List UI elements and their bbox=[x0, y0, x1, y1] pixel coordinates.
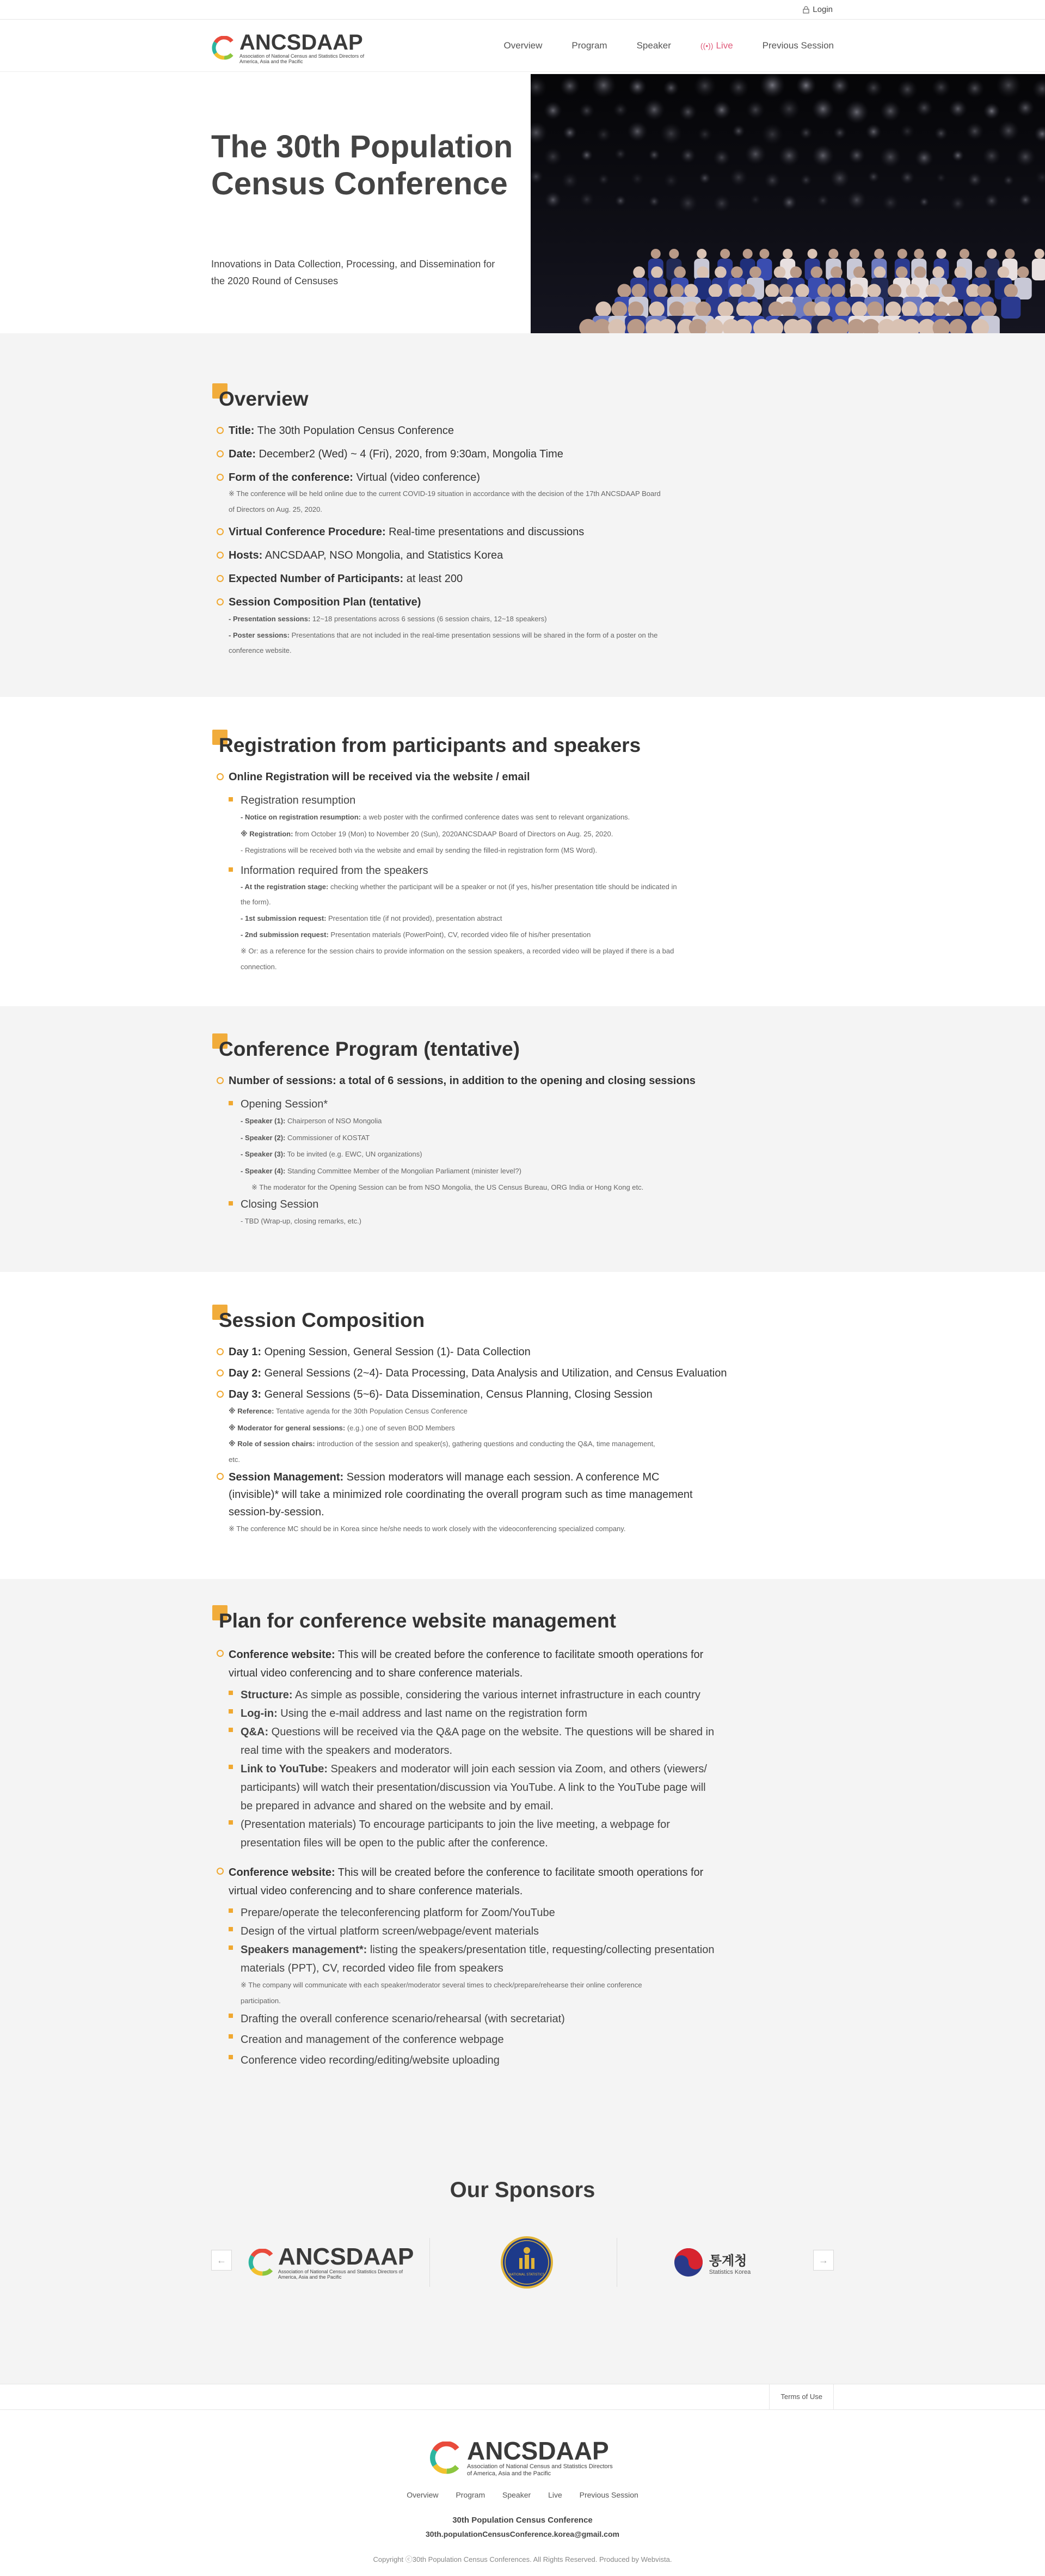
audience-head bbox=[975, 266, 987, 278]
sponsors-block bbox=[0, 2124, 1045, 2341]
audience-head bbox=[654, 284, 667, 297]
audience-head bbox=[649, 302, 665, 317]
audience-head bbox=[942, 284, 955, 297]
stage-light bbox=[563, 126, 577, 140]
audience-head bbox=[906, 284, 919, 297]
footer-nav-previous-session[interactable]: Previous Session bbox=[579, 2491, 638, 2499]
closing-note: - TBD (Wrap-up, closing remarks, etc.) bbox=[241, 1216, 362, 1225]
stage-light bbox=[919, 197, 930, 207]
stage-light bbox=[614, 148, 626, 160]
stage-light bbox=[544, 148, 562, 166]
audience-head bbox=[977, 284, 991, 297]
footer-nav-overview[interactable]: Overview bbox=[407, 2491, 439, 2499]
stage-light bbox=[679, 194, 698, 213]
stage-light bbox=[900, 170, 914, 185]
kostat-english-name: Statistics Korea bbox=[709, 2268, 751, 2275]
stage-light bbox=[952, 149, 964, 161]
audience-head bbox=[874, 266, 886, 278]
website-item-2: Conference website: This will be created before the conference to facilitate smooth operations for virtual video conferencing and to share conference materials. Prepare/operate the teleconferencing platform for Zoom/YouTube Design of the virtual platform screen/webpage/event materials Speakers management*: listing the speakers/presentation title, requesting/collecting presentation materials (PPT), CV, recorded video file from speakers ※ The company will communicate with each speaker/moderator several times to check/prepare/rehearse their online conference participation. Drafting the overall conference scenario/rehearsal (with secretariat) Creation and management of the conference webpage Conference video recording/editing/website uploading bbox=[217, 1863, 717, 2071]
stage-light bbox=[628, 77, 647, 96]
audience-body bbox=[1032, 259, 1045, 280]
stage-light bbox=[544, 101, 562, 120]
audience-head bbox=[867, 302, 883, 317]
audience-head bbox=[814, 302, 830, 317]
audience-head bbox=[669, 302, 685, 317]
audience-head bbox=[932, 266, 944, 278]
program-opening-item: Opening Session* - Speaker (1): Chairperson of NSO Mongolia - Speaker (2): Commissioner of KOSTAT - Speaker (3): To be invited (e.g. EWC, UN organizations) - Speaker (4): Standing Committee Member of the Mongolian Parliament (minister level?) ※ The moderator for the Opening Session can be from NSO Mongolia, the US Census Bureau, ORG India or Hong Kong etc. bbox=[229, 1096, 815, 1196]
stage-light bbox=[936, 173, 946, 183]
nav-overview[interactable]: Overview bbox=[503, 40, 543, 51]
stage-light bbox=[712, 101, 731, 119]
audience-head bbox=[684, 284, 698, 297]
task-design-platform: Design of the virtual platform screen/webpage/event materials bbox=[229, 1922, 717, 1941]
stage-light bbox=[865, 124, 881, 139]
lock-icon bbox=[803, 6, 809, 14]
stage-light bbox=[728, 77, 749, 98]
nso-mongolia-seal-icon bbox=[500, 2235, 554, 2290]
stage-light bbox=[983, 102, 1000, 119]
hero-banner bbox=[0, 74, 1045, 333]
audience-head bbox=[965, 302, 981, 317]
audience-head bbox=[832, 284, 845, 297]
stage-light bbox=[699, 172, 711, 184]
audience-photo bbox=[531, 74, 1045, 333]
stage-light bbox=[932, 78, 951, 97]
audience-body bbox=[1001, 297, 1021, 319]
session-mc-note: ※ The conference MC should be in Korea since he/she needs to work closely with the videoconferencing specialized company. bbox=[229, 1525, 626, 1533]
sponsor-nso-mongolia[interactable] bbox=[440, 2227, 614, 2298]
stage-light bbox=[561, 172, 579, 189]
stage-light bbox=[580, 192, 594, 207]
stage-light bbox=[849, 147, 865, 164]
resumption-registration: ※ Registration: from October 19 (Mon) to November 20 (Sun), 2020ANCSDAAP Board of Directors on Aug. 25, 2020. bbox=[241, 829, 613, 838]
audience-head bbox=[914, 249, 924, 259]
info-video-note: ※ Or: as a reference for the session chairs to provide information on the session speakers, a recorded video will be played if there is a bad connection. bbox=[241, 946, 674, 971]
program-sessions-item: Number of sessions: a total of 6 sessions, in addition to the opening and closing sessions Opening Session* - Speaker (1): Chairperson of NSO Mongolia - Speaker (2): Commissioner of KOSTAT - Speaker (3): To be invited (e.g. EWC, UN organizations) - Speaker (4): Standing Committee Member of the Mongolian Parliament (minister level?) ※ The moderator for the Opening Session can be from NSO Mongolia, the US Census Bureau, ORG India or Hong Kong etc. Closing Session - TBD (Wrap-up, closing remarks, etc.) bbox=[217, 1073, 815, 1229]
stage-light bbox=[847, 191, 866, 209]
audience-head bbox=[947, 302, 963, 317]
stage-light bbox=[1017, 99, 1035, 117]
stage-light bbox=[598, 174, 610, 186]
program-closing-item: Closing Session - TBD (Wrap-up, closing remarks, etc.) bbox=[229, 1196, 815, 1230]
stage-light bbox=[965, 79, 984, 98]
audience-head bbox=[888, 284, 901, 297]
stage-light bbox=[732, 125, 745, 138]
stage-light bbox=[778, 98, 800, 120]
audience-head bbox=[611, 302, 627, 317]
audience-head bbox=[595, 302, 611, 317]
stage-light bbox=[812, 145, 834, 167]
audience-head bbox=[1004, 284, 1018, 297]
audience-head bbox=[919, 302, 935, 317]
footer-nav-speaker[interactable]: Speaker bbox=[502, 2491, 531, 2499]
stage-light bbox=[800, 126, 813, 139]
hero-title: The 30th Population Census Conference bbox=[211, 129, 513, 202]
logo-wordmark: ANCSDAAP bbox=[239, 30, 363, 54]
overview-section bbox=[0, 333, 1045, 697]
day-3-item: Day 3: General Sessions (5~6)- Data Dissemination, Census Planning, Closing Session ※ Reference: Tentative agenda for the 30th Population Census Conference ※ Moderator for general sessions: (e.g.) one of seven BOD Members ※ Role of session chairs: introduction of the session and speaker(s), gathering questions and conducting the Q&A, time management, etc. bbox=[217, 1386, 815, 1467]
resumption-methods: - Registrations will be received both via the website and email by sending the filled-in registration form (MS Word). bbox=[241, 846, 598, 855]
stage-light bbox=[581, 149, 593, 161]
nav-program[interactable]: Program bbox=[571, 40, 607, 51]
composition-chairs-note: ※ Role of session chairs: introduction of the session and speaker(s), gathering questions and conducting the Q&A, time management, etc. bbox=[229, 1440, 655, 1464]
audience-head bbox=[811, 266, 823, 278]
main-nav bbox=[504, 40, 834, 51]
task-scenario-rehearsal: Drafting the overall conference scenario/rehearsal (with secretariat) bbox=[229, 2009, 717, 2029]
carousel-next-button[interactable] bbox=[813, 2250, 834, 2271]
stage-light bbox=[880, 101, 901, 121]
stage-light bbox=[596, 127, 611, 142]
stage-light bbox=[648, 149, 660, 161]
opening-moderator-note: ※ The moderator for the Opening Session can be from NSO Mongolia, the US Census Bureau, ORG India or Hong Kong etc. bbox=[251, 1183, 644, 1192]
stage-light bbox=[713, 149, 730, 166]
stage-light bbox=[729, 168, 747, 186]
audience-head bbox=[651, 266, 663, 278]
audience-head bbox=[633, 266, 645, 278]
speakers-management-note: ※ The company will communicate with each speaker/moderator several times to check/prepare/rehearse their online conference participation. bbox=[241, 1981, 642, 2005]
sponsor-ancsdaap-word: ANCSDAAP bbox=[278, 2243, 414, 2270]
audience-head bbox=[669, 249, 679, 259]
registration-online-item: Online Registration will be received via the website / email Registration resumption - Notice on registration resumption: a web poster with the confirmed conference dates was sent to relevant organizations. ※ Registration: from October 19 (Mon) to November 20 (Sun), 2020ANCSDAAP Board of Directors on Aug. 25, 2020. - Registrations will be received both via the website and email by sending the filled-in registration form (MS Word). Information required from the speakers - At the registration stage: checking whether the participant will be a speaker or not (if yes, his/her presentation title should be indicated in the form). - 1st submission request: Presentation title (if not provided), presentation abstract - 2nd submission request: Presentation materials (PowerPoint), CV, recorded video file of his/her presentation ※ Or: as a reference for the session chairs to provide information on the session speakers, a recorded video will be played if there is a bad connection. bbox=[217, 769, 815, 975]
carousel-prev-button[interactable] bbox=[211, 2250, 232, 2271]
audience-head bbox=[850, 284, 863, 297]
stage-light bbox=[750, 194, 761, 205]
audience-head bbox=[741, 284, 755, 297]
audience-head bbox=[674, 266, 686, 278]
audience-head bbox=[790, 266, 802, 278]
audience-head bbox=[632, 284, 646, 297]
stage-light bbox=[761, 124, 783, 145]
stage-light bbox=[935, 127, 948, 140]
audience-head bbox=[998, 266, 1010, 278]
stage-light bbox=[663, 79, 679, 96]
stage-light bbox=[880, 146, 901, 168]
stage-light bbox=[845, 100, 869, 124]
audience-head bbox=[835, 302, 851, 317]
stage-light bbox=[915, 149, 933, 167]
audience-head bbox=[933, 302, 949, 317]
audience-head bbox=[795, 284, 809, 297]
audience-head bbox=[914, 266, 926, 278]
audience-head bbox=[651, 249, 661, 259]
resumption-notice: - Notice on registration resumption: a web poster with the confirmed conference dates was sent to relevant organizations. bbox=[241, 813, 630, 821]
composition-reference-note: ※ Reference: Tentative agenda for the 30th Population Census Conference bbox=[229, 1407, 468, 1415]
footer-nav-live[interactable]: Live bbox=[548, 2491, 562, 2499]
audience-head bbox=[696, 302, 711, 317]
audience-head bbox=[926, 284, 939, 297]
stage-light bbox=[800, 174, 812, 186]
stage-light bbox=[745, 144, 766, 165]
overview-sessions-note: - Presentation sessions: 12~18 presentations across 6 sessions (6 session chairs, 12~18 speakers) bbox=[229, 615, 547, 623]
audience-head bbox=[715, 266, 727, 278]
stage-light bbox=[967, 172, 982, 187]
stage-light bbox=[613, 102, 628, 117]
session-management-item: Session Management: Session moderators will manage each session. A conference MC (invisible)* will take a minimized role coordinating the overall program such as time management session-by-session. ※ The conference MC should be in Korea since he/she needs to work closely with the videoconferencing specialized company. bbox=[217, 1468, 706, 1538]
stage-light bbox=[882, 194, 899, 211]
audience-head bbox=[960, 249, 969, 259]
terms-of-use-link[interactable]: Terms of Use bbox=[769, 2384, 834, 2409]
stage-light bbox=[660, 123, 683, 145]
stage-light bbox=[898, 79, 918, 99]
website-section bbox=[0, 1579, 1045, 2384]
nav-speaker[interactable]: Speaker bbox=[636, 40, 671, 51]
nav-live[interactable] bbox=[700, 40, 733, 51]
footer-logo-word: ANCSDAAP bbox=[467, 2437, 609, 2465]
stage-light bbox=[782, 195, 797, 210]
audience-head bbox=[831, 266, 843, 278]
nav-live-label: Live bbox=[716, 40, 733, 51]
stage-light bbox=[830, 76, 850, 95]
logo-c-icon bbox=[211, 36, 235, 60]
stage-light bbox=[864, 79, 883, 97]
composition-moderator-note: ※ Moderator for general sessions: (e.g.) one of seven BOD Members bbox=[229, 1423, 455, 1432]
footer-copyright: Copyright ⓒ30th Population Census Conferences. All Rights Reserved. Produced by Webvista. bbox=[373, 2555, 672, 2563]
audience-head bbox=[729, 284, 743, 297]
stage-light bbox=[812, 98, 834, 120]
login-label: Login bbox=[813, 5, 833, 14]
hero-subtitle: Innovations in Data Collection, Processing, and Dissemination for the 2020 Round of Censuses bbox=[211, 259, 495, 286]
footer-email[interactable]: 30th.populationCensusConference.korea@gmail.com bbox=[426, 2530, 619, 2538]
stage-light bbox=[833, 126, 846, 139]
audience-head bbox=[867, 284, 881, 297]
speaker-1: - Speaker (1): Chairperson of NSO Mongolia bbox=[241, 1117, 382, 1125]
stage-light bbox=[1003, 175, 1014, 186]
stage-light bbox=[779, 145, 800, 167]
stage-light bbox=[545, 192, 562, 209]
overview-hosts-item: Hosts: ANCSDAAP, NSO Mongolia, and Statistics Korea bbox=[217, 547, 815, 564]
audience-head bbox=[828, 249, 838, 259]
audience-head bbox=[697, 249, 706, 259]
footer-logo[interactable] bbox=[429, 2438, 614, 2477]
sponsor-divider bbox=[429, 2238, 430, 2287]
footer-bar bbox=[0, 2384, 1045, 2410]
audience-head bbox=[898, 249, 907, 259]
stage-light bbox=[1019, 193, 1032, 206]
registration-section bbox=[0, 697, 1045, 1006]
audience-head bbox=[817, 284, 831, 297]
audience-head bbox=[886, 302, 901, 317]
audience-head bbox=[853, 266, 865, 278]
stage-light bbox=[982, 147, 1001, 166]
audience-body bbox=[984, 259, 999, 280]
footer-nav bbox=[0, 2491, 1045, 2499]
audience-head bbox=[851, 302, 867, 317]
audience-head bbox=[955, 266, 967, 278]
audience-head bbox=[628, 302, 644, 317]
audience-head bbox=[718, 302, 734, 317]
overview-session-plan-item: Session Composition Plan (tentative) - Presentation sessions: 12~18 presentations across 6 sessions (6 session chairs, 12~18 speakers) - Poster sessions: Presentations that are not included in the real-time presentation sessions will be shared in the form of a poster on the conference website. bbox=[217, 594, 815, 659]
info-first-submission: - 1st submission request: Presentation title (if not provided), presentation abstract bbox=[241, 914, 502, 922]
website-login: Log-in: Using the e-mail address and last name on the registration form bbox=[229, 1704, 717, 1723]
stage-light bbox=[631, 172, 644, 186]
audience-head bbox=[774, 266, 786, 278]
composition-section bbox=[0, 1272, 1045, 1579]
audience-head bbox=[720, 249, 730, 259]
stage-light bbox=[998, 120, 1019, 141]
info-registration-stage: - At the registration stage: checking whether the participant will be a speaker or not (if yes, his/her presentation title should be indicated in the form). bbox=[241, 882, 677, 907]
stage-light bbox=[643, 99, 665, 120]
stage-light bbox=[915, 99, 933, 117]
registration-info-item: Information required from the speakers - At the registration stage: checking whether the participant will be a speaker or not (if yes, his/her presentation title should be indicated in the form). - 1st submission request: Presentation title (if not provided), presentation abstract - 2nd submission request: Presentation materials (PowerPoint), CV, recorded video file of his/her presentation ※ Or: as a reference for the session chairs to provide information on the session speakers, a recorded video will be played if there is a bad connection. bbox=[229, 862, 815, 975]
stage-light bbox=[950, 196, 966, 211]
overview-date-item: Date: December2 (Wed) ~ 4 (Fri), 2020, from 9:30am, Mongolia Time bbox=[217, 446, 815, 463]
website-item-1: Conference website: This will be created before the conference to facilitate smooth operations for virtual video conferencing and to share conference materials. Structure: As simple as possible, considering the various internet infrastructure in each country Log-in: Using the e-mail address and last name on the registration form Q&A: Questions will be received via the Q&A page on the website. The questions will be shared in real time with the speakers and moderators. Link to YouTube: Speakers and moderator will join each session via Zoom, and others (viewers/ participants) will watch their presentation/discussion via YouTube. A link to the YouTube page will be prepared in advance and shared on the website and by email. (Presentation materials) To encourage participants to join the live meeting, a webpage for presentation files will be open to the public after the conference. bbox=[217, 1645, 717, 1852]
sponsors-carousel bbox=[211, 2227, 834, 2298]
stage-light bbox=[764, 172, 780, 188]
stage-light bbox=[868, 171, 880, 183]
footer-nav-program[interactable]: Program bbox=[456, 2491, 485, 2499]
day-1-item: Day 1: Opening Session, General Session (1)- Data Collection bbox=[217, 1344, 815, 1361]
top-bar bbox=[0, 0, 1045, 20]
overview-title-item: Title: The 30th Population Census Conference bbox=[217, 423, 815, 439]
stage-light bbox=[816, 194, 829, 207]
program-heading: Conference Program (tentative) bbox=[217, 1038, 815, 1061]
audience-head bbox=[779, 284, 793, 297]
info-second-submission: - 2nd submission request: Presentation materials (PowerPoint), CV, recorded video file of his/her presentation bbox=[241, 931, 591, 939]
nav-previous-session[interactable]: Previous Session bbox=[762, 40, 834, 51]
audience-head bbox=[850, 249, 859, 259]
audience-head bbox=[759, 249, 769, 259]
task-video-recording: Conference video recording/editing/website uploading bbox=[229, 2050, 717, 2071]
kostat-korean-name: 통계청 bbox=[709, 2253, 747, 2268]
audience-head bbox=[783, 249, 792, 259]
ancsdaap-logo-icon bbox=[248, 2249, 275, 2276]
live-broadcast-icon: ((•)) bbox=[700, 41, 714, 50]
sponsor-ancsdaap-sub: Association of National Census and Statistics Directors of America, Asia and the Pacific bbox=[278, 2268, 403, 2280]
speaker-4: - Speaker (4): Standing Committee Member of the Mongolian Parliament (minister level?) bbox=[241, 1166, 521, 1175]
footer-conference-name: 30th Population Census Conference bbox=[452, 2516, 593, 2525]
stage-light bbox=[693, 75, 716, 97]
stage-light bbox=[1016, 147, 1035, 167]
audience-head bbox=[902, 302, 918, 317]
logo-subtitle: Association of National Census and Statistics Directors of America, Asia and the Pacific bbox=[239, 53, 365, 65]
audience-head bbox=[1017, 266, 1029, 278]
stage-light bbox=[984, 193, 999, 208]
stage-light bbox=[663, 173, 679, 188]
arrow-right-icon: → bbox=[819, 2255, 828, 2266]
footer-logo-c-icon bbox=[429, 2442, 462, 2474]
audience-head bbox=[937, 249, 946, 259]
sponsor-statistics-korea[interactable] bbox=[625, 2227, 799, 2298]
overview-procedure-item: Virtual Conference Procedure: Real-time presentations and discussions bbox=[217, 524, 815, 541]
audience-head bbox=[618, 284, 631, 297]
footer-logo-sub: Association of National Census and Statistics Directors of America, Asia and the Pacific bbox=[467, 2463, 613, 2477]
audience-head bbox=[749, 266, 761, 278]
stage-light bbox=[627, 121, 647, 142]
stage-light bbox=[900, 124, 914, 138]
stage-light bbox=[680, 148, 696, 163]
stage-light bbox=[579, 103, 594, 118]
overview-heading: Overview bbox=[217, 388, 815, 411]
audience-head bbox=[987, 249, 997, 259]
stage-light bbox=[830, 168, 850, 188]
speaker-3: - Speaker (3): To be invited (e.g. EWC, UN organizations) bbox=[241, 1150, 422, 1159]
task-webpage: Creation and management of the conference webpage bbox=[229, 2029, 717, 2050]
website-presentation-materials: (Presentation materials) To encourage participants to join the live meeting, a webpage for presentation files will be open to the public after the conference. bbox=[229, 1815, 717, 1852]
sponsors-heading: Our Sponsors bbox=[450, 2178, 595, 2202]
overview-form-note: ※ The conference will be held online due to the current COVID-19 situation in accordance with the decision of the 17th ANCSDAAP Board of Directors on Aug. 25, 2020. bbox=[229, 489, 661, 513]
sponsor-ancsdaap[interactable] bbox=[244, 2227, 418, 2298]
audience-head bbox=[697, 266, 709, 278]
site-header bbox=[0, 20, 1045, 72]
overview-posters-note: - Poster sessions: Presentations that are not included in the real-time presentation sessions will be shared in the form of a poster on the conference website. bbox=[229, 631, 658, 655]
website-heading: Plan for conference website management bbox=[217, 1610, 815, 1632]
site-logo[interactable] bbox=[211, 32, 376, 65]
audience-head bbox=[765, 284, 779, 297]
stage-light bbox=[949, 100, 967, 118]
statistics-korea-logo-icon bbox=[673, 2247, 704, 2278]
arrow-left-icon: ← bbox=[217, 2255, 226, 2266]
speaker-2: - Speaker (2): Commissioner of KOSTAT bbox=[241, 1133, 370, 1142]
stage-light bbox=[746, 100, 765, 119]
registration-heading: Registration from participants and speakers bbox=[217, 734, 815, 757]
day-2-item: Day 2: General Sessions (2~4)- Data Processing, Data Analysis and Utilization, and Census Evaluation bbox=[217, 1365, 815, 1382]
program-section bbox=[0, 1006, 1045, 1272]
stage-light bbox=[966, 122, 984, 140]
website-youtube: Link to YouTube: Speakers and moderator will join each session via Zoom, and others (viewers/ participants) will watch their presentation/discussion via YouTube. A link to the YouTube page will be prepared in advance and shared on the website and by email. bbox=[229, 1760, 717, 1815]
audience-head bbox=[1035, 249, 1044, 259]
overview-participants-item: Expected Number of Participants: at least 200 bbox=[217, 571, 815, 588]
login-link[interactable] bbox=[803, 5, 833, 14]
task-speakers-management: Speakers management*: listing the speakers/presentation title, requesting/collecting presentation materials (PPT), CV, recorded video file from speakers ※ The company will communicate with each speaker/moderator several times to check/prepare/rehearse their online conference participation. bbox=[229, 1941, 717, 2009]
stage-light bbox=[796, 76, 816, 96]
stage-light bbox=[698, 127, 712, 142]
stage-light bbox=[649, 196, 660, 207]
audience-head bbox=[731, 266, 743, 278]
stage-light bbox=[560, 76, 580, 96]
audience-head bbox=[808, 249, 817, 259]
audience-head bbox=[874, 249, 884, 259]
stage-light bbox=[615, 195, 626, 206]
stage-light bbox=[713, 195, 730, 212]
audience-head bbox=[743, 249, 753, 259]
audience-head bbox=[670, 284, 684, 297]
audience-head bbox=[709, 284, 722, 297]
nso-seal-text: NATIONAL STATISTICS bbox=[509, 2273, 545, 2277]
task-zoom-platform: Prepare/operate the teleconferencing platform for Zoom/YouTube bbox=[229, 1904, 717, 1922]
audience-head bbox=[981, 302, 997, 317]
website-structure: Structure: As simple as possible, considering the various internet infrastructure in each country bbox=[229, 1686, 717, 1704]
overview-form-item: Form of the conference: Virtual (video conference) ※ The conference will be held online due to the current COVID-19 situation in accordance with the decision of the 17th ANCSDAAP Board of Directors on Aug. 25, 2020. bbox=[217, 469, 815, 517]
composition-heading: Session Composition bbox=[217, 1309, 815, 1332]
site-footer bbox=[0, 2410, 1045, 2576]
stage-light bbox=[679, 103, 697, 121]
audience-head bbox=[746, 302, 762, 317]
website-qa: Q&A: Questions will be received via the Q&A page on the website. The questions will be shared in real time with the speakers and moderators. bbox=[229, 1723, 717, 1760]
registration-resumption-item: Registration resumption - Notice on registration resumption: a web poster with the confirmed conference dates was sent to relevant organizations. ※ Registration: from October 19 (Mon) to November 20 (Sun), 2020ANCSDAAP Board of Directors on Aug. 25, 2020. - Registrations will be received both via the website and email by sending the filled-in registration form (MS Word). bbox=[229, 792, 815, 859]
audience-head bbox=[1005, 249, 1015, 259]
audience-head bbox=[780, 302, 796, 317]
audience-head bbox=[896, 266, 908, 278]
